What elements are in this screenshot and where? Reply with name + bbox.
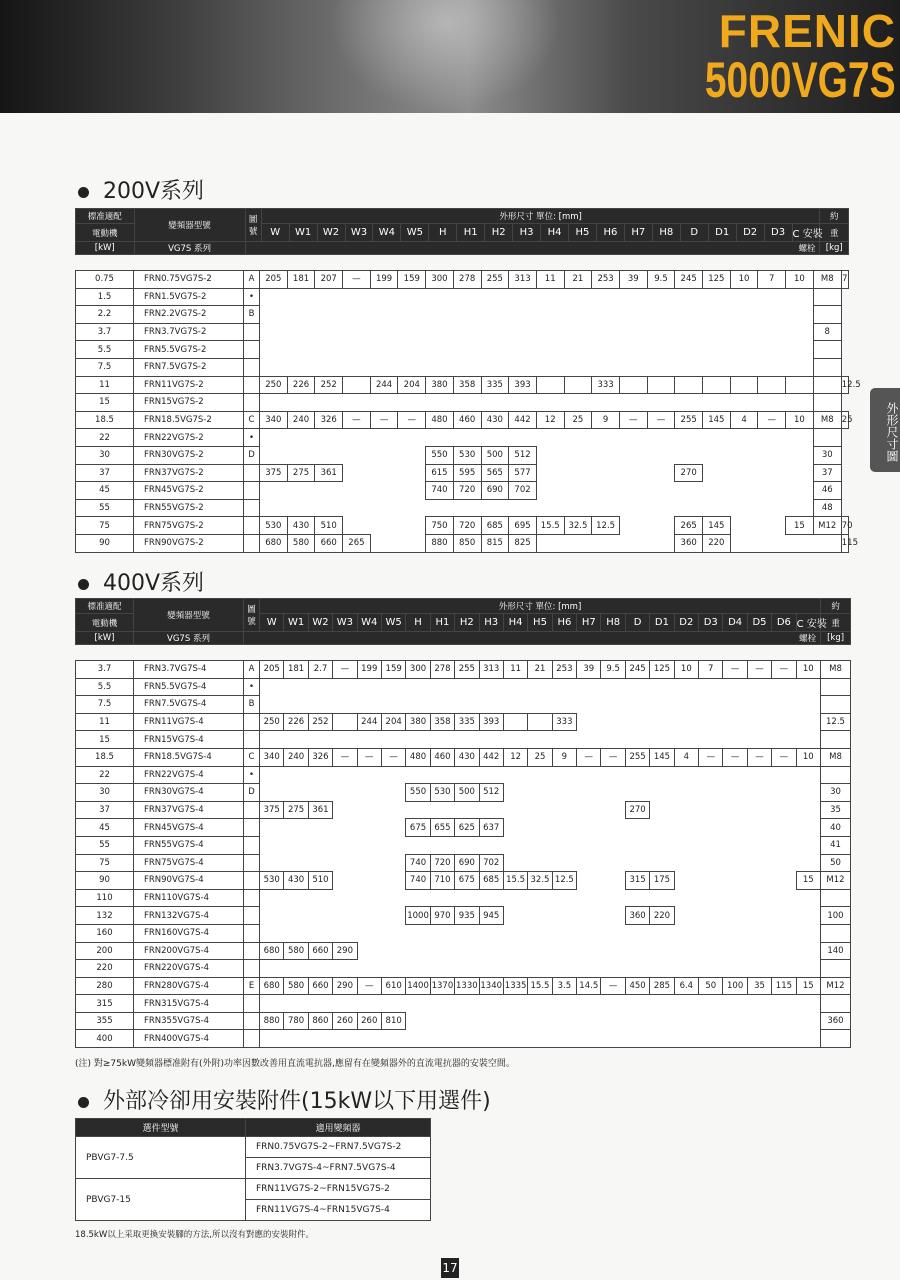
table-row (76, 1179, 431, 1200)
spec-table-200v (75, 208, 849, 255)
banner-highlight (330, 0, 560, 113)
table-row: 45 FRN45VG7S-4 675 655 625 637 40 (76, 819, 851, 837)
footnote: 18.5kW以上采取更換安裝腳的方法,所以沒有對應的安裝附件。 (75, 1230, 314, 1240)
col-header: H (429, 224, 457, 242)
bullet-icon (78, 1097, 89, 1108)
table-row: 355 FRN355VG7S-4 880 780 860 260 260 810 360 (76, 1012, 851, 1030)
spec-table-200v-body (75, 270, 861, 553)
hdr-motor-unit: [kW] (76, 632, 134, 645)
hdr-applicable: 適用變頻器 (246, 1119, 431, 1137)
applicable-model: FRN11VG7S-4~FRN15VG7S-4 (246, 1200, 431, 1221)
hdr-model: 變頻器型號 (134, 209, 245, 242)
table-row: 315 FRN315VG7S-4 (76, 995, 851, 1013)
option-model: PBVG7-7.5 (76, 1137, 246, 1179)
table-row: 200 FRN200VG7S-4 680 580 660 290 140 (76, 942, 851, 960)
bullet-icon (78, 579, 89, 590)
col-header: D (680, 224, 708, 242)
hdr-dims: 外形尺寸 單位: [mm] (261, 209, 820, 224)
col-header: W4 (357, 614, 381, 632)
product-logo (651, 5, 896, 108)
table-row: 1.5 FRN1.5VG7S-2 • (76, 288, 849, 306)
option-model: PBVG7-15 (76, 1179, 246, 1221)
table-row: 45 FRN45VG7S-2 740 720 690 702 46 (76, 482, 849, 500)
applicable-model: FRN0.75VG7S-2~FRN7.5VG7S-2 (246, 1137, 431, 1158)
table-row: 5.5 FRN5.5VG7S-4 • (76, 678, 851, 696)
col-header: D2 (736, 224, 764, 242)
col-header: W3 (345, 224, 373, 242)
hdr-motor2: 電動機 (76, 614, 134, 632)
col-header: D3 (699, 614, 723, 632)
table-row: 400 FRN400VG7S-4 (76, 1030, 851, 1048)
section-accessory-heading (78, 1084, 491, 1115)
table-row: 15 FRN15VG7S-2 (76, 394, 849, 412)
section-200v-heading (78, 174, 204, 205)
col-header: D1 (708, 224, 736, 242)
col-header: W1 (289, 224, 317, 242)
col-header: H5 (528, 614, 552, 632)
hdr-weight-unit: [kg] (820, 242, 849, 255)
hdr-weight: 約 (820, 209, 849, 224)
col-header: H8 (652, 224, 680, 242)
hdr-model-series: VG7S 系列 (134, 632, 244, 645)
table-row: 22 FRN22VG7S-4 • (76, 766, 851, 784)
col-header: W3 (333, 614, 357, 632)
table-row: 3.7 FRN3.7VG7S-2 8 (76, 323, 849, 341)
section-400v-heading (78, 566, 204, 597)
col-header: H7 (577, 614, 601, 632)
hdr-weight-unit: [kg] (821, 632, 851, 645)
col-header: H (406, 614, 430, 632)
col-header: H4 (541, 224, 569, 242)
applicable-model: FRN3.7VG7S-4~FRN7.5VG7S-4 (246, 1158, 431, 1179)
table-row: 110 FRN110VG7S-4 (76, 889, 851, 907)
logo-line1: FRENIC (718, 5, 896, 57)
section-title: 外部冷卻用安裝附件(15kW以下用選件) (103, 1089, 491, 1114)
spec-table-400v-body (75, 660, 851, 1048)
accessory-table (75, 1118, 431, 1221)
hdr-model-series: VG7S 系列 (134, 242, 245, 255)
bullet-icon (78, 187, 89, 198)
col-header: D2 (674, 614, 698, 632)
col-header: H3 (513, 224, 541, 242)
col-header: H1 (457, 224, 485, 242)
col-header: D3 (764, 224, 792, 242)
hdr-weight2: 重 (820, 224, 849, 242)
hdr-fig: 圖 號 (244, 599, 260, 632)
col-header: H8 (601, 614, 625, 632)
table-row: 220 FRN220VG7S-4 (76, 960, 851, 978)
col-header: H1 (430, 614, 454, 632)
spec-table-400v-head (75, 598, 851, 645)
table-row: 0.75 FRN0.75VG7S-2 A 205 181 207 — 199 159 300 278 255 313 11 21 253 39 9.5 245 125 10 7 10 M8 7 (76, 271, 849, 289)
table-row: 55 FRN55VG7S-2 48 (76, 499, 849, 517)
table-row: 30 FRN30VG7S-4 D 550 530 500 512 30 (76, 784, 851, 802)
hdr-motor: 標准適配 (76, 209, 135, 224)
col-header: W5 (401, 224, 429, 242)
table-row: 7.5 FRN7.5VG7S-2 (76, 358, 849, 376)
col-header: W2 (308, 614, 332, 632)
hdr-weight2: 重 (821, 614, 851, 632)
hdr-motor: 標准適配 (76, 599, 134, 614)
applicable-model: FRN11VG7S-2~FRN15VG7S-2 (246, 1179, 431, 1200)
hdr-motor2: 電動機 (76, 224, 135, 242)
col-header: H5 (569, 224, 597, 242)
hdr-fig: 圖 號 (245, 209, 261, 242)
table-row: 55 FRN55VG7S-4 41 (76, 836, 851, 854)
hdr-weight: 約 (821, 599, 851, 614)
col-header: H6 (552, 614, 576, 632)
col-header: D1 (650, 614, 674, 632)
hdr-motor-unit: [kW] (76, 242, 135, 255)
col-header: H6 (596, 224, 624, 242)
table-row: 18.5 FRN18.5VG7S-4 C 340 240 326 — — — 480 460 430 442 12 25 9 — — 255 145 4 — — — — 10 M8 (76, 748, 851, 766)
hdr-option: 選件型號 (76, 1119, 246, 1137)
col-header: W1 (284, 614, 308, 632)
table-row: 75 FRN75VG7S-2 530 430 510 750 720 685 695 15.5 32.5 12.5 265 145 15 M12 70 (76, 517, 849, 535)
section-title: 200V系列 (103, 179, 205, 204)
table-row: 5.5 FRN5.5VG7S-2 (76, 341, 849, 359)
table-row: 11 FRN11VG7S-2 250 226 252 244 204 380 358 335 393 333 12.5 (76, 376, 849, 394)
table-row: 30 FRN30VG7S-2 D 550 530 500 512 30 (76, 446, 849, 464)
table-row: 90 FRN90VG7S-4 530 430 510 740 710 675 685 15.5 32.5 12.5 315 175 15 M12 (76, 872, 851, 890)
table-row: 90 FRN90VG7S-2 680 580 660 265 880 850 815 825 360 220 115 (76, 534, 849, 552)
table-row: 132 FRN132VG7S-4 1000 970 935 945 360 220 100 (76, 907, 851, 925)
col-header: D5 (747, 614, 771, 632)
hdr-mount2: 螺栓 (245, 242, 820, 255)
table-row: 11 FRN11VG7S-4 250 226 252 244 204 380 358 335 393 333 12.5 (76, 713, 851, 731)
hdr-dims: 外形尺寸 單位: [mm] (260, 599, 821, 614)
hdr-model: 變頻器型號 (134, 599, 244, 632)
col-header: D6 (772, 614, 796, 632)
logo-line2: 5000VG7S (705, 52, 896, 108)
table-row: 37 FRN37VG7S-2 375 275 361 615 595 565 577 270 37 (76, 464, 849, 482)
table-note: (注) 對≥75kW變頻器標准附有(外附)功率因數改善用直流電抗器,應留有在變頻器外的直流電抗器的安裝空間。 (75, 1059, 515, 1069)
section-title: 400V系列 (103, 571, 205, 596)
col-header: D (625, 614, 649, 632)
table-row: 75 FRN75VG7S-4 740 720 690 702 50 (76, 854, 851, 872)
col-header: W4 (373, 224, 401, 242)
col-header: D4 (723, 614, 747, 632)
table-row: 2.2 FRN2.2VG7S-2 B (76, 306, 849, 324)
col-header-c-mount: C 安裝 (792, 224, 820, 242)
col-header: W (261, 224, 289, 242)
table-row: 280 FRN280VG7S-4 E 680 580 660 290 — 610 1400 1370 1330 1340 1335 15.5 3.5 14.5 — 450 285 6.4 50 100 35 115 15 M12 (76, 977, 851, 995)
col-header: W2 (317, 224, 345, 242)
page-number: 17 (441, 1258, 459, 1278)
col-header: W5 (381, 614, 405, 632)
col-header-c-mount: C 安裝 (796, 614, 820, 632)
col-header: H2 (455, 614, 479, 632)
table-row: 3.7 FRN3.7VG7S-4 A 205 181 2.7 — 199 159 300 278 255 313 11 21 253 39 9.5 245 125 10 7 — — — 10 M8 (76, 661, 851, 679)
side-tab[interactable]: 外形尺寸圖 (870, 388, 900, 472)
table-row: 37 FRN37VG7S-4 375 275 361 270 35 (76, 801, 851, 819)
table-row: 7.5 FRN7.5VG7S-4 B (76, 696, 851, 714)
col-header: H7 (624, 224, 652, 242)
table-row: 15 FRN15VG7S-4 (76, 731, 851, 749)
col-header: H3 (479, 614, 503, 632)
header-banner (0, 0, 900, 113)
col-header: W (260, 614, 284, 632)
col-header: H4 (503, 614, 527, 632)
table-row (76, 1137, 431, 1158)
table-row: 160 FRN160VG7S-4 (76, 924, 851, 942)
col-header: H2 (485, 224, 513, 242)
table-row: 22 FRN22VG7S-2 • (76, 429, 849, 447)
hdr-mount2: 螺栓 (244, 632, 821, 645)
table-row: 18.5 FRN18.5VG7S-2 C 340 240 326 — — — 480 460 430 442 12 25 9 — — 255 145 4 — 10 M8 25 (76, 411, 849, 429)
